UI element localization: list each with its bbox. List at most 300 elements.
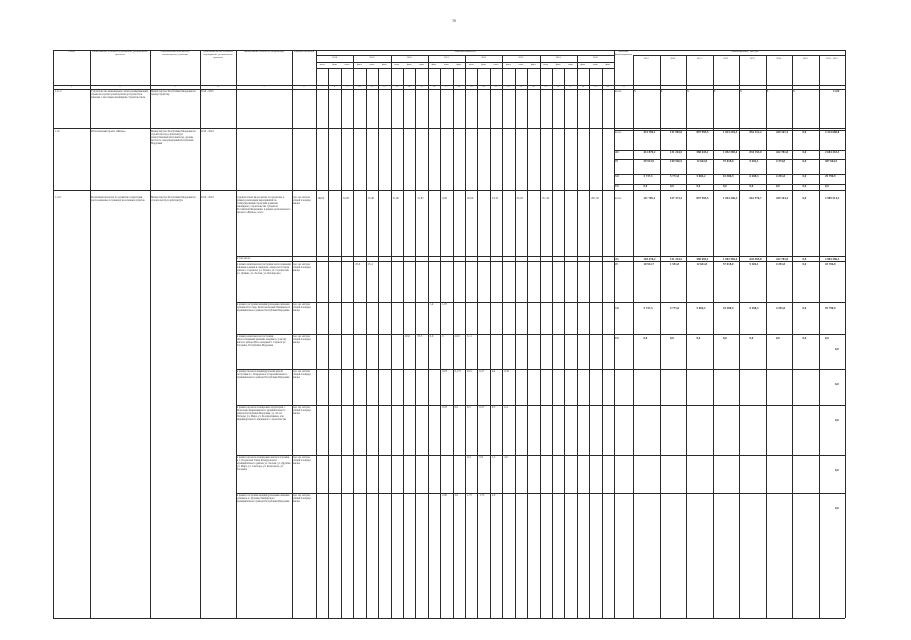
fin-value: 642 365,8 — [749, 257, 762, 261]
header-fact: факт — [555, 62, 561, 66]
fin-value: 29 790,9 — [825, 306, 836, 310]
column-number: 8 — [334, 84, 336, 88]
column-rule — [415, 68, 416, 618]
column-number: 2 — [119, 84, 121, 88]
fin-value: 429 163,4 — [776, 196, 788, 200]
table-border-right — [845, 50, 846, 618]
column-number: 6 — [303, 84, 305, 88]
fin-source: ВИ — [615, 185, 619, 188]
column-number: 31 — [622, 84, 625, 88]
header-plan: план — [493, 62, 499, 66]
column-number: 18 — [457, 84, 460, 88]
fin-value: 0,0 — [802, 174, 807, 178]
header-fin-year: 2022 — [723, 57, 729, 60]
column-rule — [502, 68, 503, 618]
column-number: 20 — [482, 84, 485, 88]
subitem-total: 0,0 — [835, 347, 839, 351]
header-fact: факт — [357, 62, 362, 66]
column-number: 29 — [594, 84, 597, 88]
header-period: Сроки выполнения основных мероприятий, региональных проектов — [203, 50, 233, 59]
column-rule — [453, 68, 454, 618]
subitem-value: 2,00 — [442, 494, 448, 497]
column-number: 22 — [507, 84, 510, 88]
subitem-text: в рамках застройки индивидуальными жилыми домами 20-го мкр. Комсомольский Чамзинского муниципального района Республики Мордовия — [237, 303, 291, 312]
fin-value: 1 551,8 — [670, 262, 679, 266]
indicator-value: 98,02 — [318, 197, 325, 200]
fin-value: 2 684 318,3 — [825, 150, 840, 154]
indicator-value: 31,00 — [392, 197, 399, 200]
subitem-value: 1,97 — [442, 303, 448, 306]
subitem-value: 25,4 — [367, 263, 373, 266]
subitem-value: 0,27 — [479, 406, 485, 409]
column-number: 12 — [383, 84, 386, 88]
row-rule — [53, 190, 845, 191]
column-number: 1 — [70, 84, 73, 88]
page-number: 16 — [452, 18, 456, 23]
fin-value: 0,0 — [802, 262, 807, 266]
subitem-value: 0,03 — [442, 370, 448, 373]
fin-value: 1 044 206,3 — [723, 196, 738, 200]
subitem-value: 0,4 — [504, 406, 508, 409]
header-fact: факт — [530, 62, 536, 66]
fin-value: 140 526,5 — [670, 159, 682, 163]
subitem-value: 0,4 — [467, 456, 471, 459]
column-number: 19 — [470, 84, 473, 88]
row-unit: тыс. кв. метров общей площади жилья — [293, 196, 311, 205]
subitem-value: 2,0 — [491, 494, 496, 497]
column-rule — [660, 55, 661, 618]
fin-value: 580 693,1 — [696, 257, 709, 261]
fin-value: 5 771,8 — [670, 174, 679, 178]
row-executor: Министерство Республики Мордовия по строительству и архитектуре (ответственный исполнитель), органы местного самоуправления Республики Мордовия — [151, 130, 196, 145]
fin-value: 9 202,1 — [749, 159, 759, 163]
subitem-unit: тыс. кв. метров общей площади жилья — [293, 303, 311, 312]
indicator-value: 151,30 — [541, 197, 550, 200]
row-rule — [236, 256, 845, 257]
fin-value: 897 995,5 — [696, 196, 709, 200]
row-indicator: годовой объем ввода жилья по проектам, в рамках реализации мероприятий по стимулированию программ развития жилищного строительства субъектов Российской Федерации, в рамках регионального проекта «Жилье», всего — [237, 196, 291, 214]
fin-value: 5 004,2 — [696, 306, 706, 310]
fin-value: 42 706,0 — [825, 262, 836, 266]
column-rule — [477, 68, 478, 618]
column-rule — [490, 68, 491, 618]
indicator-value: 20,00 — [467, 197, 474, 200]
column-number: 7 — [321, 84, 323, 88]
fin-value: 4 291,8 — [776, 174, 785, 178]
fin-value: 5 737,3 — [643, 306, 653, 310]
column-rule — [552, 68, 553, 618]
fin-value: 4 374,8 — [776, 159, 785, 163]
column-rule — [200, 50, 201, 618]
fin-value: Х — [793, 90, 796, 93]
column-rule — [316, 68, 317, 618]
fin-value: 131 965,0 — [670, 130, 682, 134]
subitem-value: 11,1 — [467, 335, 472, 338]
header-fin-year: 2020 — [670, 57, 676, 60]
indicator-value: 201,50 — [591, 197, 599, 200]
header-plan: план — [543, 62, 549, 66]
fin-source: РБ — [615, 263, 619, 266]
fin-value: 0,0 — [776, 184, 780, 188]
column-number: 15 — [420, 84, 423, 88]
fin-value: 3 314 608,8 — [825, 130, 840, 134]
fin-value: 29 790,9 — [825, 174, 836, 178]
subitem-total: 0,0 — [835, 418, 839, 422]
fin-value: 1 052 585,4 — [723, 150, 738, 154]
fin-value: 157 373,2 — [670, 196, 682, 200]
header-year: 2022 — [481, 55, 487, 59]
row-rule — [53, 128, 845, 129]
fin-value: 853 312,2 — [749, 130, 762, 134]
fin-value: 0,0 — [723, 336, 727, 340]
fin-value: 1 023 294,5 — [723, 130, 738, 134]
fin-value: 0,0 — [696, 184, 701, 188]
header-year: 2023 — [518, 55, 524, 59]
fin-value: Х — [766, 90, 769, 93]
row-rule — [236, 369, 845, 370]
column-number: 21 — [494, 84, 498, 88]
header-fin-year: 2021 — [696, 57, 702, 60]
header-plan: план — [518, 62, 524, 66]
subitem-value: 1,75 — [479, 494, 485, 497]
column-number: 10 — [358, 84, 361, 88]
indicator-value: 23,33 — [491, 197, 499, 200]
subitem-value: 0,3 — [491, 406, 496, 409]
fin-value: 0,0 — [825, 184, 829, 188]
column-rule — [341, 68, 342, 618]
fin-value: 10 380,9 — [723, 306, 734, 310]
column-number: 28 — [581, 84, 585, 88]
subitem-total: 0,0 — [835, 382, 839, 386]
fin-value: 833 153,0 — [749, 150, 762, 154]
column-rule — [440, 68, 444, 618]
subitem-unit: тыс. кв. метров общей площади жилья — [293, 263, 311, 272]
column-rule — [90, 50, 91, 618]
column-rule — [53, 50, 54, 618]
row-name: Региональный проект «Жилье» — [91, 130, 126, 133]
fin-value: 2 989 514,3 — [825, 196, 840, 200]
fin-value: 422 781,8 — [776, 257, 788, 261]
fin-value: 580 633,1 — [696, 150, 709, 154]
subitem-value: 0,8 — [479, 456, 483, 459]
column-rule — [602, 68, 603, 618]
fin-source: МБ — [615, 307, 620, 310]
header-plan: план — [468, 62, 474, 66]
fin-value: Х — [660, 90, 663, 93]
header-finance-group: Финансирование, тыс. руб. — [731, 50, 759, 53]
row-rule — [236, 493, 845, 494]
subitem-text: в рамках проекта индивидуальной жилой застройки в с. Покровское Старошайговского муниципального района Республики Мордовия — [237, 370, 290, 379]
subitem-value: 1,75 — [467, 494, 472, 497]
fin-value: 897 995,5 — [696, 130, 709, 134]
header-rule — [316, 68, 614, 69]
subitem-value: 20,0 — [454, 335, 460, 338]
column-rule — [819, 55, 820, 618]
row-rule — [236, 334, 845, 335]
fin-value: 0,0 — [802, 184, 807, 188]
column-rule — [465, 68, 466, 618]
fin-value: 2 884 286,3 — [825, 257, 840, 261]
fin-value: 5 737,3 — [643, 174, 653, 178]
fin-value: 4 291,8 — [776, 306, 785, 310]
fin-value: 131 224,5 — [670, 150, 682, 154]
subitem-value: 0 — [442, 335, 444, 338]
column-rule — [366, 68, 367, 618]
subitem-total: 0,0 — [835, 506, 839, 510]
fin-value: 111 709,1 — [643, 196, 656, 200]
subitem-value: 2,0 — [504, 456, 508, 459]
column-rule — [577, 68, 578, 618]
fin-value: 0,0 — [802, 130, 807, 134]
column-rule — [792, 55, 796, 618]
fin-value: 0,0 — [643, 336, 648, 340]
row-name: Строительство инженерных сетей и коммуникаций, объектов в целях транспортной доступности к районам с массовым жилищным строительством — [91, 90, 149, 99]
fin-value: 0,0 — [696, 336, 701, 340]
column-number: 11 — [370, 84, 374, 88]
subitem-unit: тыс. кв. метров общей площади жилья — [293, 370, 311, 379]
fin-value: 10 912,7 — [643, 262, 654, 266]
row-period: 2019 - 2024 — [201, 130, 214, 133]
column-number: 17 — [445, 84, 448, 88]
header-indicator: Наименование показателя (индикатора) — [243, 50, 285, 53]
fin-value: 0,0 — [776, 336, 780, 340]
fin-value: 0,0 — [802, 336, 807, 340]
header-plan: план — [344, 62, 350, 66]
fin-value: 0,0 — [802, 196, 807, 200]
subitem-value: 0,27 — [479, 370, 485, 373]
header-plan: план — [443, 62, 449, 66]
header-unit: Единица измерения — [293, 50, 315, 53]
fin-source: всего — [615, 131, 622, 134]
column-rule — [527, 68, 528, 618]
column-number: 13 — [395, 84, 398, 88]
header-year: 2024 — [555, 55, 561, 59]
header-fact: факт — [431, 62, 437, 66]
header-source: Источник финансирования — [615, 50, 632, 56]
subitem-text: в рамках застройки индивидуальными жилыми домами в п. Луховка Лямбирского муниципального района Республики Мордовия — [237, 494, 290, 503]
header-fin-year: 2023 — [749, 57, 755, 60]
table-border-bottom — [53, 618, 845, 619]
subitem-value: 0,15 — [467, 370, 472, 373]
fin-value: 9 202,1 — [749, 262, 759, 266]
column-number: 23 — [519, 84, 523, 88]
header-fin-year: 2019 - 2025 — [825, 57, 838, 60]
fin-value: 0,0 — [670, 336, 674, 340]
fin-value: 0,0 — [749, 184, 754, 188]
subitem-value: 33,3 — [417, 335, 423, 338]
fin-row-rule — [614, 184, 845, 185]
column-number: 16 — [432, 84, 436, 88]
subitem-value: 0,175 — [454, 370, 461, 373]
subitem-text: в рамках комплексной застройки малоэтажными жилыми домами в северном, северо-восточном районе г. Саранска, ул. Титова, ул. Строителей, ул. Демина, ул. Лесная, ул. Пионерская — [237, 263, 291, 275]
fin-value: 0,0 — [802, 306, 807, 310]
subitem-unit: тыс. кв. метров общей площади жилья — [293, 406, 311, 415]
column-rule — [686, 55, 690, 618]
header-fact: факт — [332, 62, 337, 66]
subitem-value: 20,0 — [404, 335, 410, 338]
subitem-value: 1,5 — [491, 456, 496, 459]
fin-value: 103 476,2 — [643, 257, 656, 261]
column-number: 9 — [346, 84, 348, 88]
row-rule — [236, 405, 845, 406]
column-rule — [403, 68, 404, 618]
row-executor: Министерство Республики Мордовия по землеустройству — [151, 90, 196, 96]
subitem-unit: тыс. кв. метров общей площади жилья — [293, 494, 311, 503]
subitem-value: 0,03 — [442, 406, 448, 409]
column-rule — [540, 68, 541, 618]
header-plan: план — [369, 62, 375, 66]
fin-value: 0,0 — [802, 257, 807, 261]
indicator-value: 32,85 — [342, 197, 350, 200]
fin-value: 6 208,3 — [749, 174, 759, 178]
header-fact: факт — [406, 62, 412, 66]
subitems-title: в том числе: — [237, 256, 251, 260]
fin-source: ФБ — [615, 258, 619, 261]
fin-value: 131 224,5 — [670, 257, 682, 261]
fin-value: 57 018,0 — [723, 159, 734, 163]
column-number: 24 — [532, 84, 535, 88]
fin-value: 12 641,8 — [696, 262, 707, 266]
indicator-value: 31,87 — [417, 197, 424, 200]
header-year: 2018 — [332, 55, 338, 59]
header-plan: план — [568, 62, 573, 66]
header-year: 2021 — [443, 55, 449, 59]
subitem-unit: тыс. кв. метров общей площади жилья — [293, 456, 311, 465]
subitem-value: 0,0 — [454, 406, 459, 409]
fin-value: 0,0 — [723, 184, 727, 188]
fin-source: ФБ — [615, 151, 619, 154]
fin-value: Х — [634, 90, 637, 93]
row-status: 1.10 — [55, 130, 60, 133]
fin-source: МБ — [615, 175, 620, 178]
column-rule — [739, 55, 743, 618]
column-rule — [353, 68, 354, 618]
fin-value: 0,0 — [670, 184, 674, 188]
column-rule — [428, 68, 429, 618]
column-rule — [378, 68, 379, 618]
header-fin-year: 2024 — [776, 57, 782, 60]
header-values-group: Значения показателя — [454, 50, 476, 53]
subitem-value: 0,0 — [429, 335, 434, 338]
fin-value: 429 167,4 — [776, 130, 788, 134]
fin-value: 307 664,5 — [825, 159, 837, 163]
column-number: 3 — [174, 84, 176, 88]
column-number: 5 — [263, 84, 265, 88]
fin-value: 422 781,8 — [776, 150, 788, 154]
header-plan: план — [319, 62, 325, 66]
subitem-text: в рамках комплексной застройки многоэтажными жилыми домами по участку жилого района Юго-западный г. Саранск ул. Гагарина, Республика Мордовия — [237, 335, 287, 347]
row-executor: Министерство Республики Мордовия по строительству и архитектуре — [151, 196, 196, 202]
indicator-value: 63,03 — [516, 197, 523, 200]
header-year: 2025 — [592, 55, 598, 59]
subitem-value: 25,0 — [355, 263, 361, 266]
row-period: 2019 - 2025 — [201, 90, 214, 93]
fin-source: ВИ — [615, 337, 619, 340]
header-measures: Наименование основных мероприятий, региональных проектов — [92, 50, 148, 56]
row-rule — [236, 261, 845, 262]
fin-source: РБ — [615, 160, 619, 163]
column-number: 27 — [569, 84, 572, 88]
header-fact: факт — [605, 62, 611, 66]
subitem-total: 0,0 — [835, 468, 839, 472]
fin-value: 57 018,0 — [723, 262, 734, 266]
header-status: Статус — [68, 50, 75, 53]
column-rule — [515, 68, 516, 618]
header-fin-year: 2025 — [802, 57, 808, 60]
fin-value: 39 913,9 — [643, 159, 654, 163]
subitem-value: 0,3 — [467, 406, 471, 409]
fin-value: 5 004,2 — [696, 174, 706, 178]
header-rule — [633, 55, 845, 56]
fin-value: 1 002 585,4 — [723, 257, 738, 261]
column-number: 25 — [544, 84, 547, 88]
row-source: всего — [615, 90, 622, 93]
column-number: 26 — [556, 84, 560, 88]
fin-value: 4 291,8 — [776, 262, 785, 266]
column-rule — [328, 68, 329, 618]
subitem-value: 2,0 — [454, 494, 459, 497]
header-plan: план — [419, 62, 424, 66]
fin-value: 451 784,1 — [643, 130, 656, 134]
column-number: 4 — [217, 84, 219, 88]
fin-value: Х — [713, 90, 716, 93]
fin-value: 6 208,3 — [749, 306, 759, 310]
fin-value: 13,00 — [833, 90, 840, 93]
header-fact: факт — [481, 62, 486, 66]
indicator-value: 25,40 — [367, 197, 374, 200]
row-rule — [236, 455, 845, 456]
column-number: 30 — [606, 84, 609, 88]
header-fact: факт — [456, 62, 462, 66]
header-year: 2019 — [369, 55, 375, 59]
fin-value: 0,0 — [802, 150, 807, 154]
column-rule — [713, 55, 714, 618]
header-plan: план — [394, 62, 400, 66]
header-fact: факт — [506, 62, 511, 66]
header-year: 2020 — [406, 55, 412, 59]
subitem-value: 0,4 — [491, 370, 496, 373]
column-number: 14 — [407, 84, 411, 88]
column-rule — [564, 68, 565, 618]
fin-value: 0,0 — [643, 184, 648, 188]
fin-value: 661 570,7 — [749, 196, 762, 200]
fin-value: 12 642,8 — [696, 159, 707, 163]
header-fin-year: 2019 — [643, 57, 649, 60]
fin-value: Х — [687, 90, 690, 93]
column-rule — [633, 55, 637, 618]
row-name: Реализация проектов по развитию территорий, расположенных в границах населенных пунктов — [91, 196, 145, 202]
subitem-unit: тыс. кв. метров общей площади жилья — [293, 335, 311, 344]
column-rule — [766, 55, 767, 618]
fin-value: 0,0 — [802, 159, 807, 163]
fin-value: 411 870,2 — [643, 150, 656, 154]
fin-value: 10 380,9 — [723, 174, 734, 178]
row-status: 1.10.1 — [55, 196, 62, 199]
fin-value: 0,0 — [749, 336, 754, 340]
column-rule — [589, 68, 590, 618]
subitem-value: 0,45 — [504, 370, 510, 373]
header-executor: Ответственный исполнитель, соисполнитель, участник — [160, 50, 190, 56]
fin-value: Х — [740, 90, 743, 93]
indicator-value: 0,00 — [442, 197, 448, 200]
header-fact: факт — [381, 62, 387, 66]
subitem-value: 1,4 — [429, 303, 434, 306]
fin-value: 5 771,8 — [670, 306, 679, 310]
row-rule — [236, 302, 845, 303]
subitem-text: в рамках проекта планировки жилой застройки в с. Подлесная Тавла Кочкуровского муниципального района ул. Лесная, ул. Дружбы, ул. Мира, ул. Свободы, ул. Комсомола, ул. Гагарина — [237, 456, 291, 471]
row-period: 2019 - 2024 — [201, 196, 214, 199]
subitem-text: в рамках проекта планировки территории с. Кочелаево Ковылкинского муниципального района Республики Мордовия, ул. 42 лет Победы, ул. Мира, ул. Кооперативная, для индивидуального жилищного строительства — [237, 406, 287, 421]
